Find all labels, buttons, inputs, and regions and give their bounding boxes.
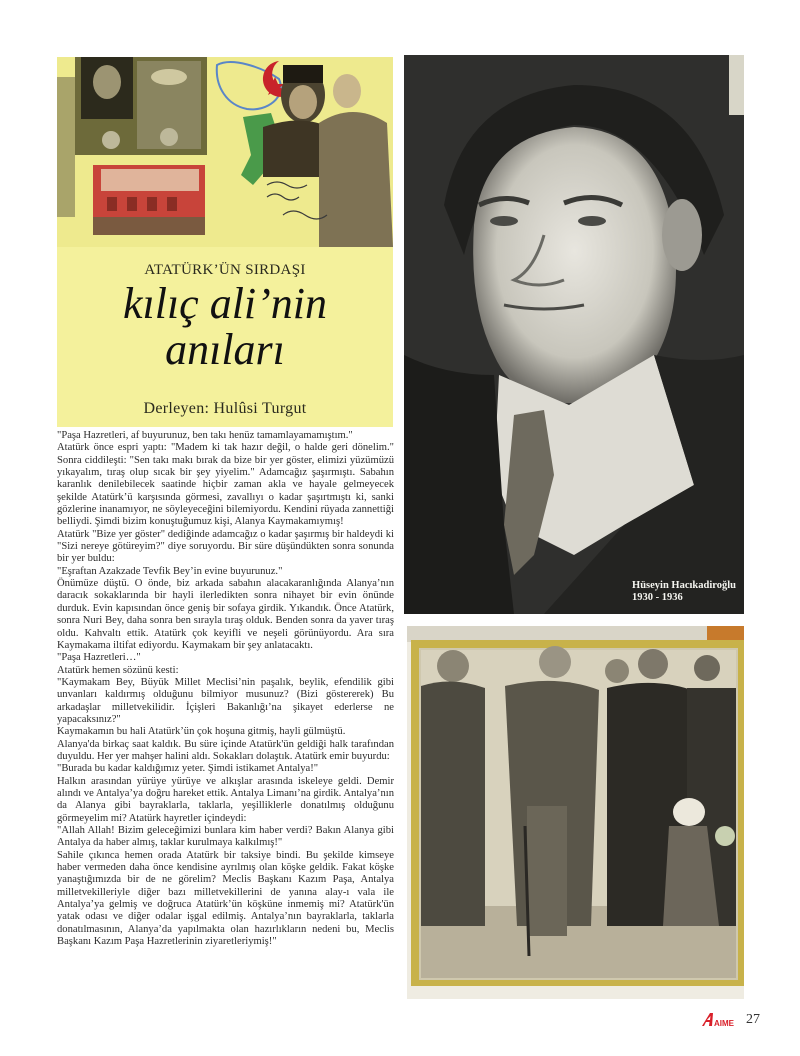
book-cover [57,57,393,427]
aime-logo [700,1011,744,1027]
page-footer [700,1011,760,1027]
article-paragraph: Önümüze düştü. O önde, biz arkada sabahın alacakaranlığında Alanya’nın daracık sokaklarında bir hayli ilerledikten sonra nihayet bir evin önünde durduk. Evin kapısından önce geniş bir sofaya girdik. Yıkandık. Önce Atatürk, sonra Nuri Bey, daha sonra ben sırayla tıraş olduk. Benden sonra da yaver tıraş oldu. Kahvaltı ettik. Atatürk çok keyifli ve neşeli görünüyordu. Ara sıra Kaymakama iltifat ediyordu. Kaymakam bir şey anlatacaktı. [57,578,394,651]
page-number: 27 [746,1012,760,1027]
cover-subtitle: ATATÜRK’ÜN SIRDAŞI [144,262,306,278]
cover-collage-image [57,57,393,247]
article-paragraph: "Kaymakam Bey, Büyük Millet Meclisi’nin paşalık, beylik, efendilik gibi unvanları kaldırmış olduğunu bilmiyor musunuz? (Bizi göstererek) Bu arkadaşlar milletvekilidir. İçişleri Bakanlığı’na şikayet ederlerse ne yapacaksınız?" [57,676,394,725]
article-paragraph: "Burada bu kadar kaldığımız yeter. Şimdi istikamet Antalya!" [57,763,319,775]
group-photo-image [407,626,744,999]
portrait-caption-years: 1930 - 1936 [632,592,683,603]
article-paragraph: Halkın arasından yürüye yürüye ve alkışlar arasında iskeleye geldi. Demir alındı ve Antalya’ya doğru hareket ettik. Antalya Limanı’na girdik. Antalya’nın da Alanya gibi bayraklarla, taklarla, yeşilliklerle donatılmış olduğunu görmeyelim mi? Atatürk hayretler içindeydi: [57,775,394,824]
cover-title-line-2: anıları [165,325,285,374]
framed-group-photo [407,626,744,999]
article-paragraph: Atatürk önce espri yaptı: "Madem ki tak hazır değil, o halde geri dönelim." Sonra ciddileşti: "Sen takı makı bırak da bize bir yer göster, elimizi yüzümüzü yıkayalım, tıraş olup sıcak bir şey yiyelim." Adamcağız şaşırmıştı. Sabahın karanlık denilebilecek saatinde hiçbir zaman akla ve hayale gelmeyecek şekilde Atatürk’ü karşısında görmesi, zavallıyı o kadar şaşırtmıştı ki, sanki gözlerine inanamıyor, ne söyleyeceğini bilemiyordu. Kendini rüyada zannettiği belliydi. Şimdi bizim konuştuğumuz kişi, Alanya Kaymakamıymış! [57,442,394,528]
cover-title [57,281,393,373]
portrait-caption [632,580,736,604]
article-paragraph: Kaymakamın bu hali Atatürk’ün çok hoşuna gitmiş, hayli gülmüştü. [57,726,346,738]
portrait-caption-name: Hüseyin Hacıkadiroğlu [632,580,736,591]
article-paragraph: "Paşa Hazretleri, af buyurunuz, ben takı henüz tamamlayamamıştım." [57,430,353,441]
aime-logo-text: AIME [714,1019,734,1027]
cover-author: Derleyen: Hulûsi Turgut [143,400,307,417]
article-body [57,430,394,948]
cover-title-line-1: kılıç ali’nin [122,279,328,328]
portrait-photo [404,55,744,614]
article-paragraph: Alanya'da birkaç saat kaldık. Bu süre içinde Atatürk'ün geldiği halk tarafından duyuldu. Her yer mahşer halini aldı. Sokakları dolaştık. Atatürk emir buyurdu: [57,738,394,762]
portrait-image [404,55,744,614]
article-paragraph: Atatürk "Bize yer göster" dediğinde adamcağız o kadar şaşırmış bir haldeydi ki "Sizi nereye götüreyim?" diye soruyordu. Bir süre düşündükten sonra sonunda bir yer buldu: [57,528,394,565]
article-paragraph: Atatürk hemen sözünü kesti: [57,664,179,676]
article-paragraph: "Eşraftan Azakzade Tevfik Bey’in evine buyurunuz." [57,565,283,577]
article-paragraph: "Allah Allah! Bizim geleceğimizi bunlara kim haber verdi? Bakın Alanya gibi Antalya da haber almış, taklar kurulmaya kalkılmış!" [57,825,394,849]
article-paragraph: Sahile çıkınca hemen orada Atatürk bir taksiye bindi. Bu şekilde kimseye haber vermeden daha önce kendisine ayrılmış olan köşke geldik. Fakat köşke yanaştığımızda bir de ne görelim? Meclis Başkanı Kazım Paşa, Antalya milletvekilleriyle diğer bazı milletvekillerini de yanına alay-ı vala ile Antalya’ya gelmiş ve doğruca Atatürk’ün köşküne inmemiş mi? Atatürk'ün yatak odası ve diğer odalar işgal edilmiş. Antalya’nın bayraklarla, taklarla donatılmasının, Alanya’da yapılmakta olan hazırlıkların nedeni bu, Meclis Başkanı Kazım Paşa Hazretlerinin ziyaretleriymiş!" [57,849,394,948]
article-paragraph: "Paşa Hazretleri…" [57,652,141,664]
